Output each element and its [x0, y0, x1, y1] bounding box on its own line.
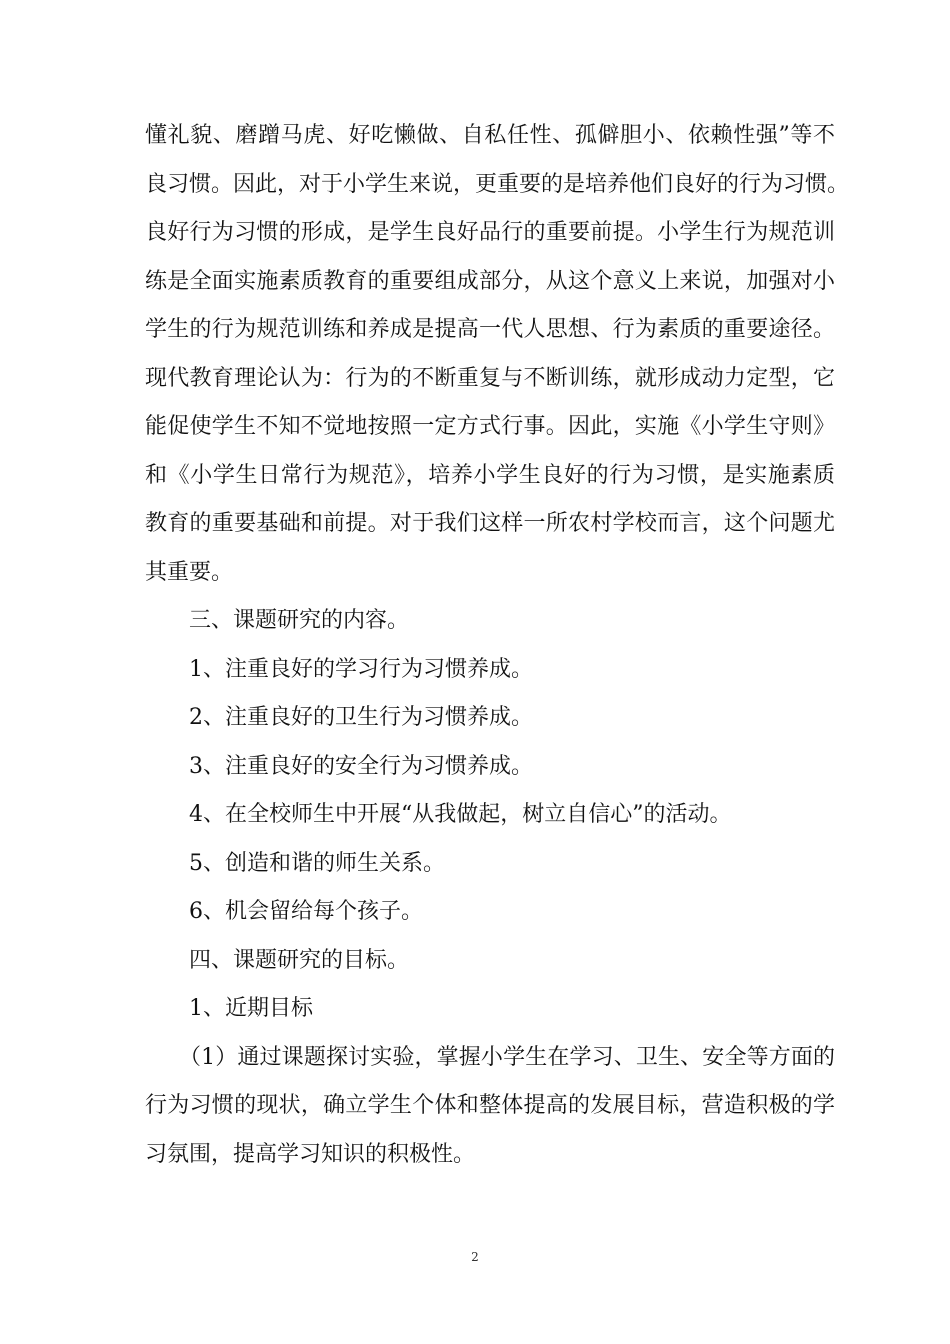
- paragraph-line: 教育的重要基础和前提。对于我们这样一所农村学校而言，这个问题尤: [145, 511, 835, 536]
- paragraph-line: 练是全面实施素质教育的重要组成部分，从这个意义上来说，加强对小: [145, 268, 835, 294]
- section-heading-goals: 四、课题研究的目标。: [189, 947, 410, 973]
- list-item: 3、注重良好的安全行为习惯养成。: [189, 753, 533, 779]
- paragraph-line: 其重要。: [145, 559, 234, 585]
- list-item: 2、注重良好的卫生行为习惯养成。: [189, 705, 533, 730]
- list-item: 4、在全校师生中开展“从我做起，树立自信心”的活动。: [189, 802, 732, 827]
- list-item: 1、注重良好的学习行为习惯养成。: [189, 656, 533, 682]
- subsection-heading: 1、近期目标: [189, 996, 313, 1021]
- page-number: 2: [471, 1250, 479, 1264]
- section-heading-content: 三、课题研究的内容。: [189, 608, 410, 633]
- paragraph-line: 学生的行为规范训练和养成是提高一代人思想、行为素质的重要途径。: [145, 317, 835, 342]
- paragraph-line: 行为习惯的现状，确立学生个体和整体提高的发展目标，营造积极的学: [145, 1093, 835, 1118]
- paragraph-line: 能促使学生不知不觉地按照一定方式行事。因此，实施《小学生守则》: [145, 414, 835, 439]
- paragraph-line: 良习惯。因此，对于小学生来说，更重要的是培养他们良好的行为习惯。: [145, 171, 850, 197]
- list-item: 5、创造和谐的师生关系。: [189, 850, 445, 876]
- paragraph-line: 懂礼貌、磨蹭马虎、好吃懒做、自私任性、孤僻胆小、依赖性强”等不: [145, 123, 835, 148]
- document-body: [145, 112, 850, 1179]
- list-item: 6、机会留给每个孩子。: [189, 899, 423, 924]
- paragraph-line: 习氛围，提高学习知识的积极性。: [145, 1141, 476, 1167]
- paragraph-line: 和《小学生日常行为规范》，培养小学生良好的行为习惯，是实施素质: [145, 462, 835, 488]
- paragraph-line: 良好行为习惯的形成，是学生良好品行的重要前提。小学生行为规范训: [145, 220, 835, 245]
- paragraph-line: （1）通过课题探讨实验，掌握小学生在学习、卫生、安全等方面的: [179, 1044, 835, 1070]
- paragraph-line: 现代教育理论认为：行为的不断重复与不断训练，就形成动力定型，它: [145, 365, 835, 391]
